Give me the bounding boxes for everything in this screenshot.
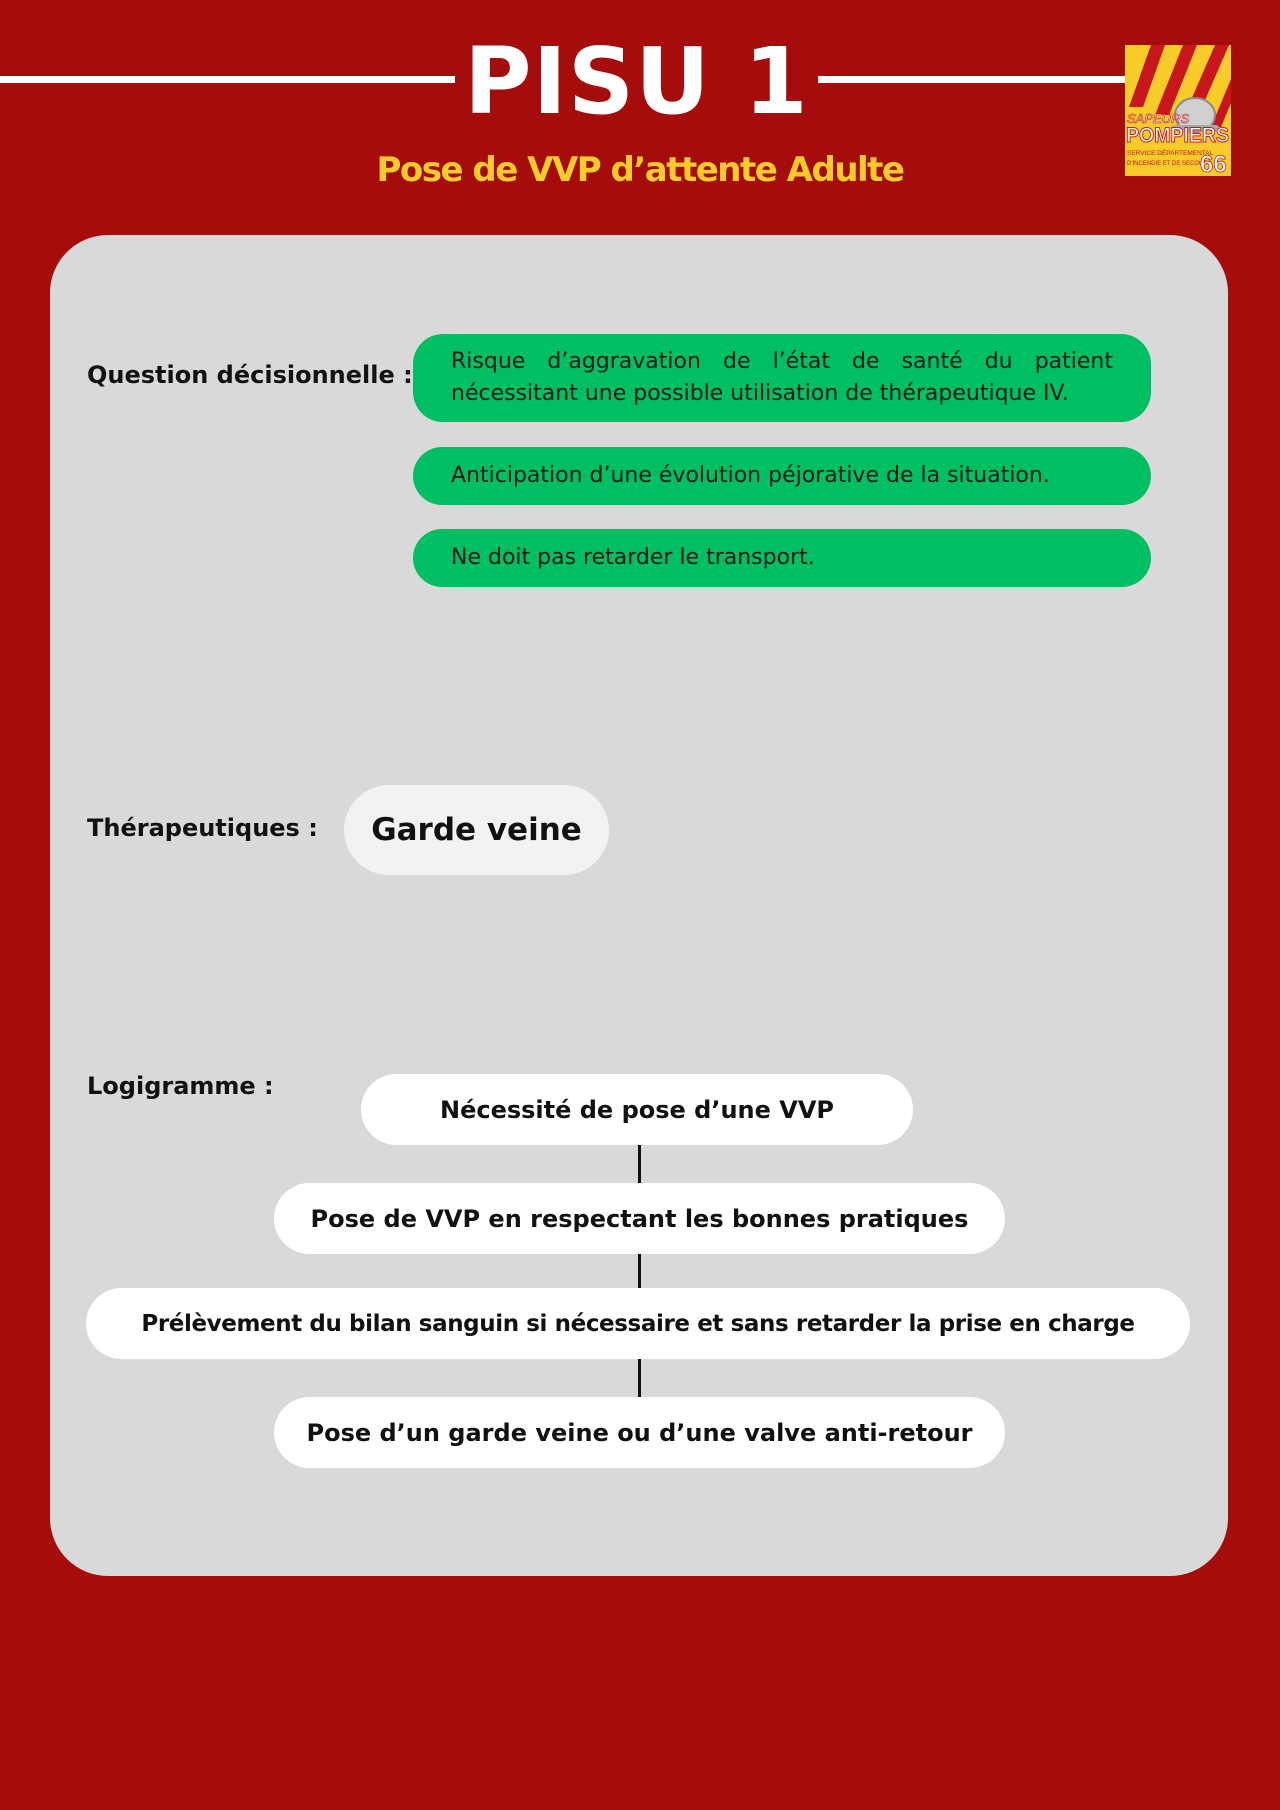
flow-connector [638, 1254, 641, 1288]
flow-connector [638, 1359, 641, 1397]
logo-line1: SAPEURS [1127, 111, 1190, 126]
question-item-1 [413, 334, 1151, 422]
sapeurs-pompiers-66-logo [1125, 45, 1231, 176]
question-label: Question décisionnelle : [87, 361, 413, 389]
question-item-text: Anticipation d’une évolution péjorative de la situation. [451, 463, 1050, 488]
logigramme-label: Logigramme : [87, 1072, 274, 1100]
flow-step-2: Pose de VVP en respectant les bonnes pratiques [274, 1183, 1005, 1254]
flow-step-1: Nécessité de pose d’une VVP [361, 1074, 913, 1145]
question-item-text: Risque d’aggravation de l’état de santé du patient nécessitant une possible utilisation de thérapeutique IV. [451, 349, 1113, 406]
flow-step-3: Prélèvement du bilan sanguin si nécessaire et sans retarder la prise en charge [86, 1288, 1190, 1359]
question-item-3 [413, 529, 1151, 587]
page-subtitle: Pose de VVP d’attente Adulte [376, 150, 904, 190]
question-item-2 [413, 447, 1151, 505]
flow-step-4: Pose d’un garde veine ou d’une valve anti-retour [274, 1397, 1005, 1468]
flow-connector [638, 1145, 641, 1183]
title-rule-left [0, 76, 455, 83]
logo-line4: D'INCENDIE ET DE SECOURS [1127, 161, 1212, 167]
question-item-text: Ne doit pas retarder le transport. [451, 545, 815, 570]
logo-line3: SERVICE DÉPARTEMENTAL [1127, 150, 1214, 157]
therapeutiques-label: Thérapeutiques : [87, 814, 318, 842]
logo-line2: POMPIERS [1126, 124, 1229, 147]
page-title: PISU 1 [464, 28, 809, 135]
logo-number: 66 [1200, 151, 1227, 176]
therapeutique-value: Garde veine [344, 785, 609, 875]
